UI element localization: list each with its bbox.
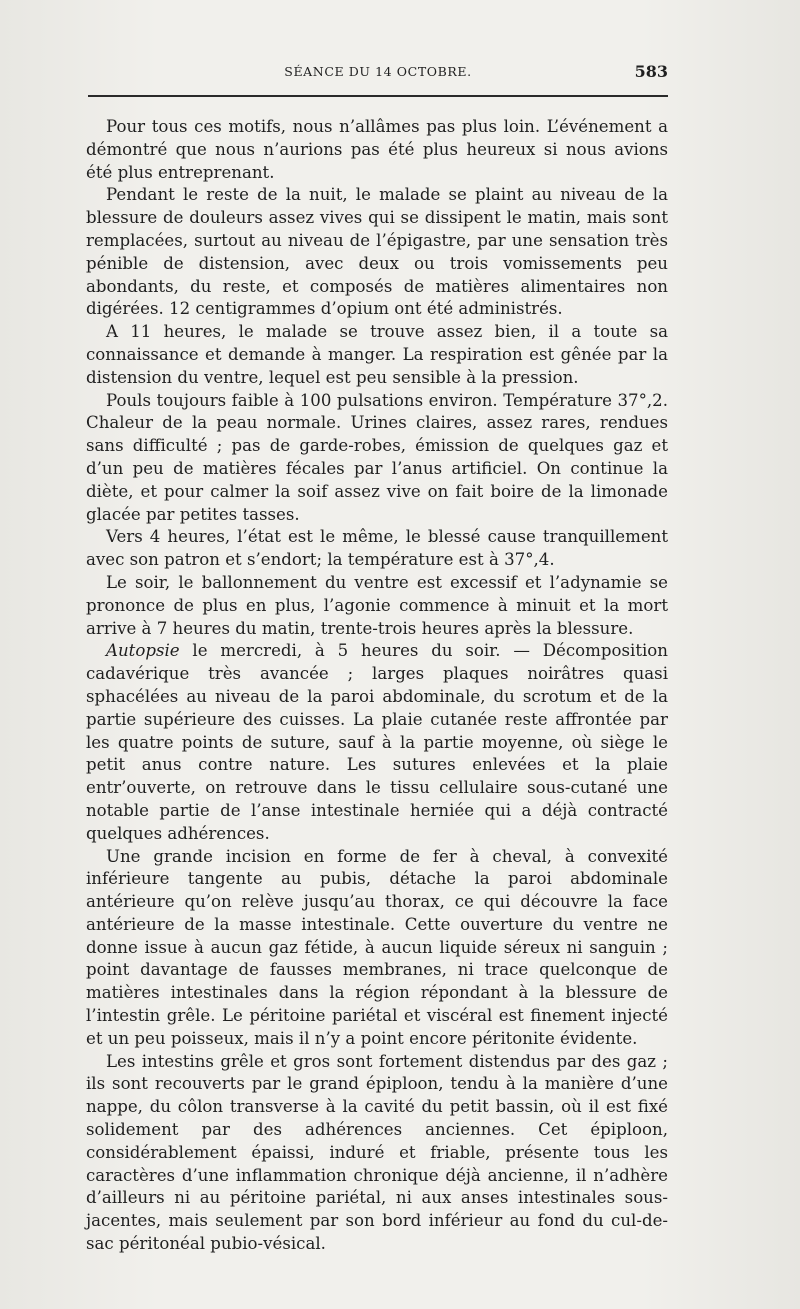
header-rule bbox=[88, 95, 668, 97]
page-number: 583 bbox=[634, 62, 668, 81]
paragraph: Le soir, le ballonnement du ventre est excessif et l’adynamie se prononce de plus en plus, l’agonie commence à minuit et la mort arrive à 7 heures du matin, trente-trois heures après la blessure. bbox=[86, 572, 668, 638]
paragraph: Pouls toujours faible à 100 pulsations environ. Température 37°,2. Chaleur de la peau normale. Urines claires, assez rares, rendues sans difficulté ; pas de garde-robes, émission de quelques gaz et d’un peu de matières fécales par l’anus artificiel. On continue la diète, et pour calmer la soif assez vive on fait boire de la limonade glacée par petites tasses. bbox=[86, 390, 668, 524]
paragraph: Les intestins grêle et gros sont fortement distendus par des gaz ; ils sont recouverts par le grand épiploon, tendu à la manière d’une nappe, du côlon transverse à la cavité du petit bassin, où il est fixé solidement par des adhérences anciennes. Cet épiploon, considérablement épaissi, induré et friable, présente tous les caractères d’une inflammation chronique déjà ancienne, il n’adhère d’ailleurs ni au péritoine pariétal, ni aux anses intestinales sous-jacentes, mais seulement par son bord inférieur au fond du cul-de-sac péritonéal pubio-vésical. bbox=[86, 1051, 668, 1254]
paragraph: Vers 4 heures, l’état est le même, le blessé cause tranquillement avec son patron et s’endort; la température est à 37°,4. bbox=[86, 527, 668, 570]
paragraph-autopsie bbox=[86, 640, 668, 845]
paragraph: A 11 heures, le malade se trouve assez bien, il a toute sa connaissance et demande à manger. La respiration est gênée par la distension du ventre, lequel est peu sensible à la pression. bbox=[86, 322, 668, 387]
autopsie-text: le mercredi, à 5 heures du soir. — Décomposition cadavérique très avancée ; larges plaques noirâtres quasi sphacélées au niveau de la paroi abdominale, du scrotum et de la partie supérieure des cuisses. La plaie cutanée reste affrontée par les quatre points de suture, sauf à la partie moyenne, où siège le petit anus contre nature. Les sutures enlevées et la plaie entr’ouverte, on retrouve dans le tissu cellulaire sous-cutané une notable partie de l’anse intestinale herniée qui a déjà contracté quelques adhérences. bbox=[86, 641, 668, 843]
paragraph: Une grande incision en forme de fer à cheval, à convexité inférieure tangente au pubis, détache la paroi abdominale antérieure qu’on relève jusqu’au thorax, ce qui découvre la face antérieure de la masse intestinale. Cette ouverture du ventre ne donne issue à aucun gaz fétide, à aucun liquide séreux ni sanguin ; point davantage de fausses membranes, ni trace quelconque de matières intestinales dans la région répondant à la blessure de l’intestin grêle. Le péritoine pariétal et viscéral est finement injecté et un peu poisseux, mais il n’y a point encore péritonite évidente. bbox=[86, 846, 668, 1048]
paragraph: Pendant le reste de la nuit, le malade se plaint au niveau de la blessure de douleurs assez vives qui se dissipent le matin, mais sont remplacées, surtout au niveau de l’épigastre, par une sensation très pénible de distension, avec deux ou trois vomissements peu abondants, du reste, et composés de matières alimentaires non digérées. 12 centigrammes d’opium ont été administrés. bbox=[86, 185, 668, 319]
running-title: SÉANCE DU 14 OCTOBRE. bbox=[284, 64, 472, 79]
page-header bbox=[88, 62, 668, 88]
paragraph: Pour tous ces motifs, nous n’allâmes pas plus loin. L’événement a démontré que nous n’aurions pas été plus heureux si nous avions été plus entreprenant. bbox=[86, 117, 668, 182]
autopsie-heading: Autopsie bbox=[106, 641, 180, 661]
body-text bbox=[86, 116, 668, 1256]
